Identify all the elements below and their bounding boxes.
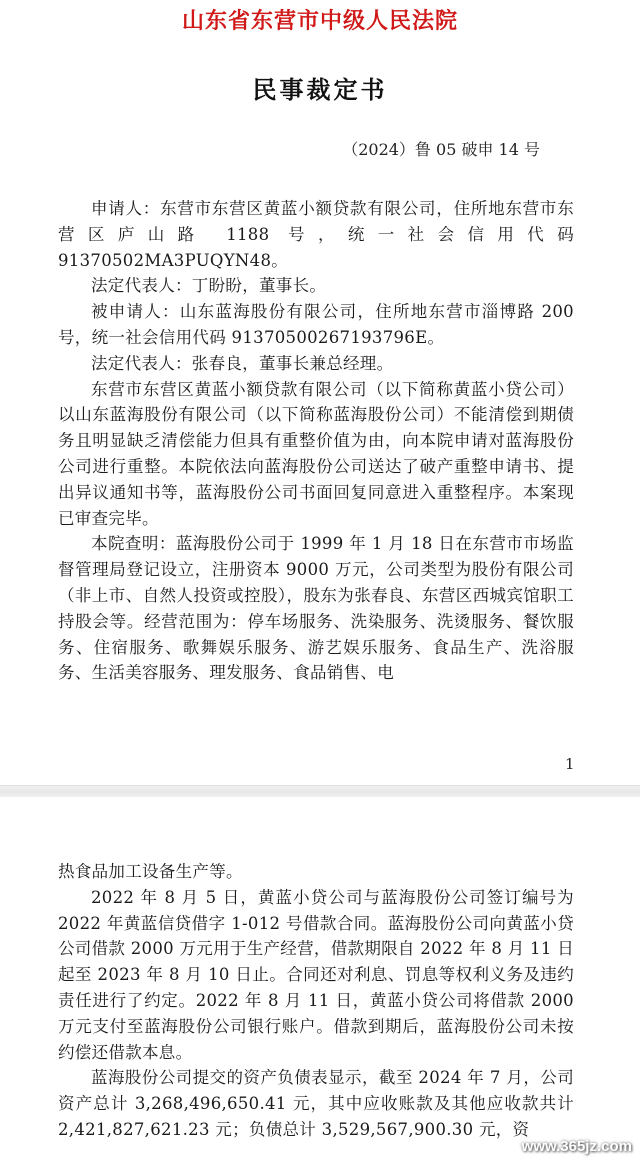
- document-title: 民事裁定书: [252, 75, 388, 104]
- application-paragraph: 东营市东营区黄蓝小额贷款有限公司（以下简称黄蓝小贷公司）以山东蓝海股份有限公司（以下简称蓝海股份公司）不能清偿到期债务且明显缺乏清偿能力但具有重整价值为由，向本院申请对蓝海股份公司进行重整。本院依法向蓝海股份公司送达了破产重整申请书、提出异议通知书等，蓝海股份公司书面回复同意进入重整程序。本案现已审查完毕。: [58, 379, 574, 528]
- continuation-line: 热食品加工设备生产等。: [58, 862, 243, 881]
- respondent-paragraph: 被申请人：山东蓝海股份有限公司，住所地东营市淄博路 200 号，统一社会信用代码 91370500267193796E。: [58, 302, 574, 347]
- findings-paragraph: 本院查明：蓝海股份公司于 1999 年 1 月 18 日在东营市市场监督管理局登记设立，注册资本 9000 万元，公司类型为股份有限公司（非上市、自然人投资或控股），股东为张春良、东营区西城宾馆职工持股会等。经营范围为：停车场服务、洗染服务、洗烫服务、餐饮服务、住宿服务、歌舞娱乐服务、游艺娱乐服务、食品生产、洗浴服务、生活美容服务、理发服务、食品销售、电: [58, 534, 574, 683]
- court-name: 山东省东营市中级人民法院: [181, 8, 458, 34]
- page-number: 1: [565, 755, 575, 773]
- balance-sheet-paragraph: 蓝海股份公司提交的资产负债表显示，截至 2024 年 7 月，公司资产总计 3,268,496,650.41 元，其中应收账款及其他应收款共计 2,421,827,621.23 元；负债总计 3,529,567,900.30 元，资: [58, 1068, 574, 1139]
- respondent-representative: 法定代表人：张春良，董事长兼总经理。: [91, 353, 394, 373]
- applicant-paragraph: 申请人：东营市东营区黄蓝小额贷款有限公司，住所地东营市东营区庐山路 1188 号，统一社会信用代码 91370502MA3PUQYN48。: [58, 199, 574, 270]
- page-2-body: [58, 859, 574, 1143]
- page-1-body: [58, 196, 574, 686]
- site-watermark: www.365jz.com: [521, 1138, 632, 1155]
- document-page-2: [0, 797, 640, 1157]
- case-number: （2024）鲁 05 破申 14 号: [342, 140, 540, 159]
- loan-contract-paragraph: 2022 年 8 月 5 日，黄蓝小贷公司与蓝海股份公司签订编号为 2022 年黄蓝信贷借字 1-012 号借款合同。蓝海股份公司向黄蓝小贷公司借款 2000 万元用于生产经营，借款期限自 2022 年 8 月 11 日起至 2023 年 8 月 10 日止。合同还对利息、罚息等权利义务及违约责任进行了约定。2022 年 8 月 11 日，黄蓝小贷公司将借款 2000 万元支付至蓝海股份公司银行账户。借款到期后，蓝海股份公司未按约偿还借款本息。: [58, 887, 574, 1062]
- applicant-representative: 法定代表人：丁盼盼，董事长。: [91, 276, 327, 296]
